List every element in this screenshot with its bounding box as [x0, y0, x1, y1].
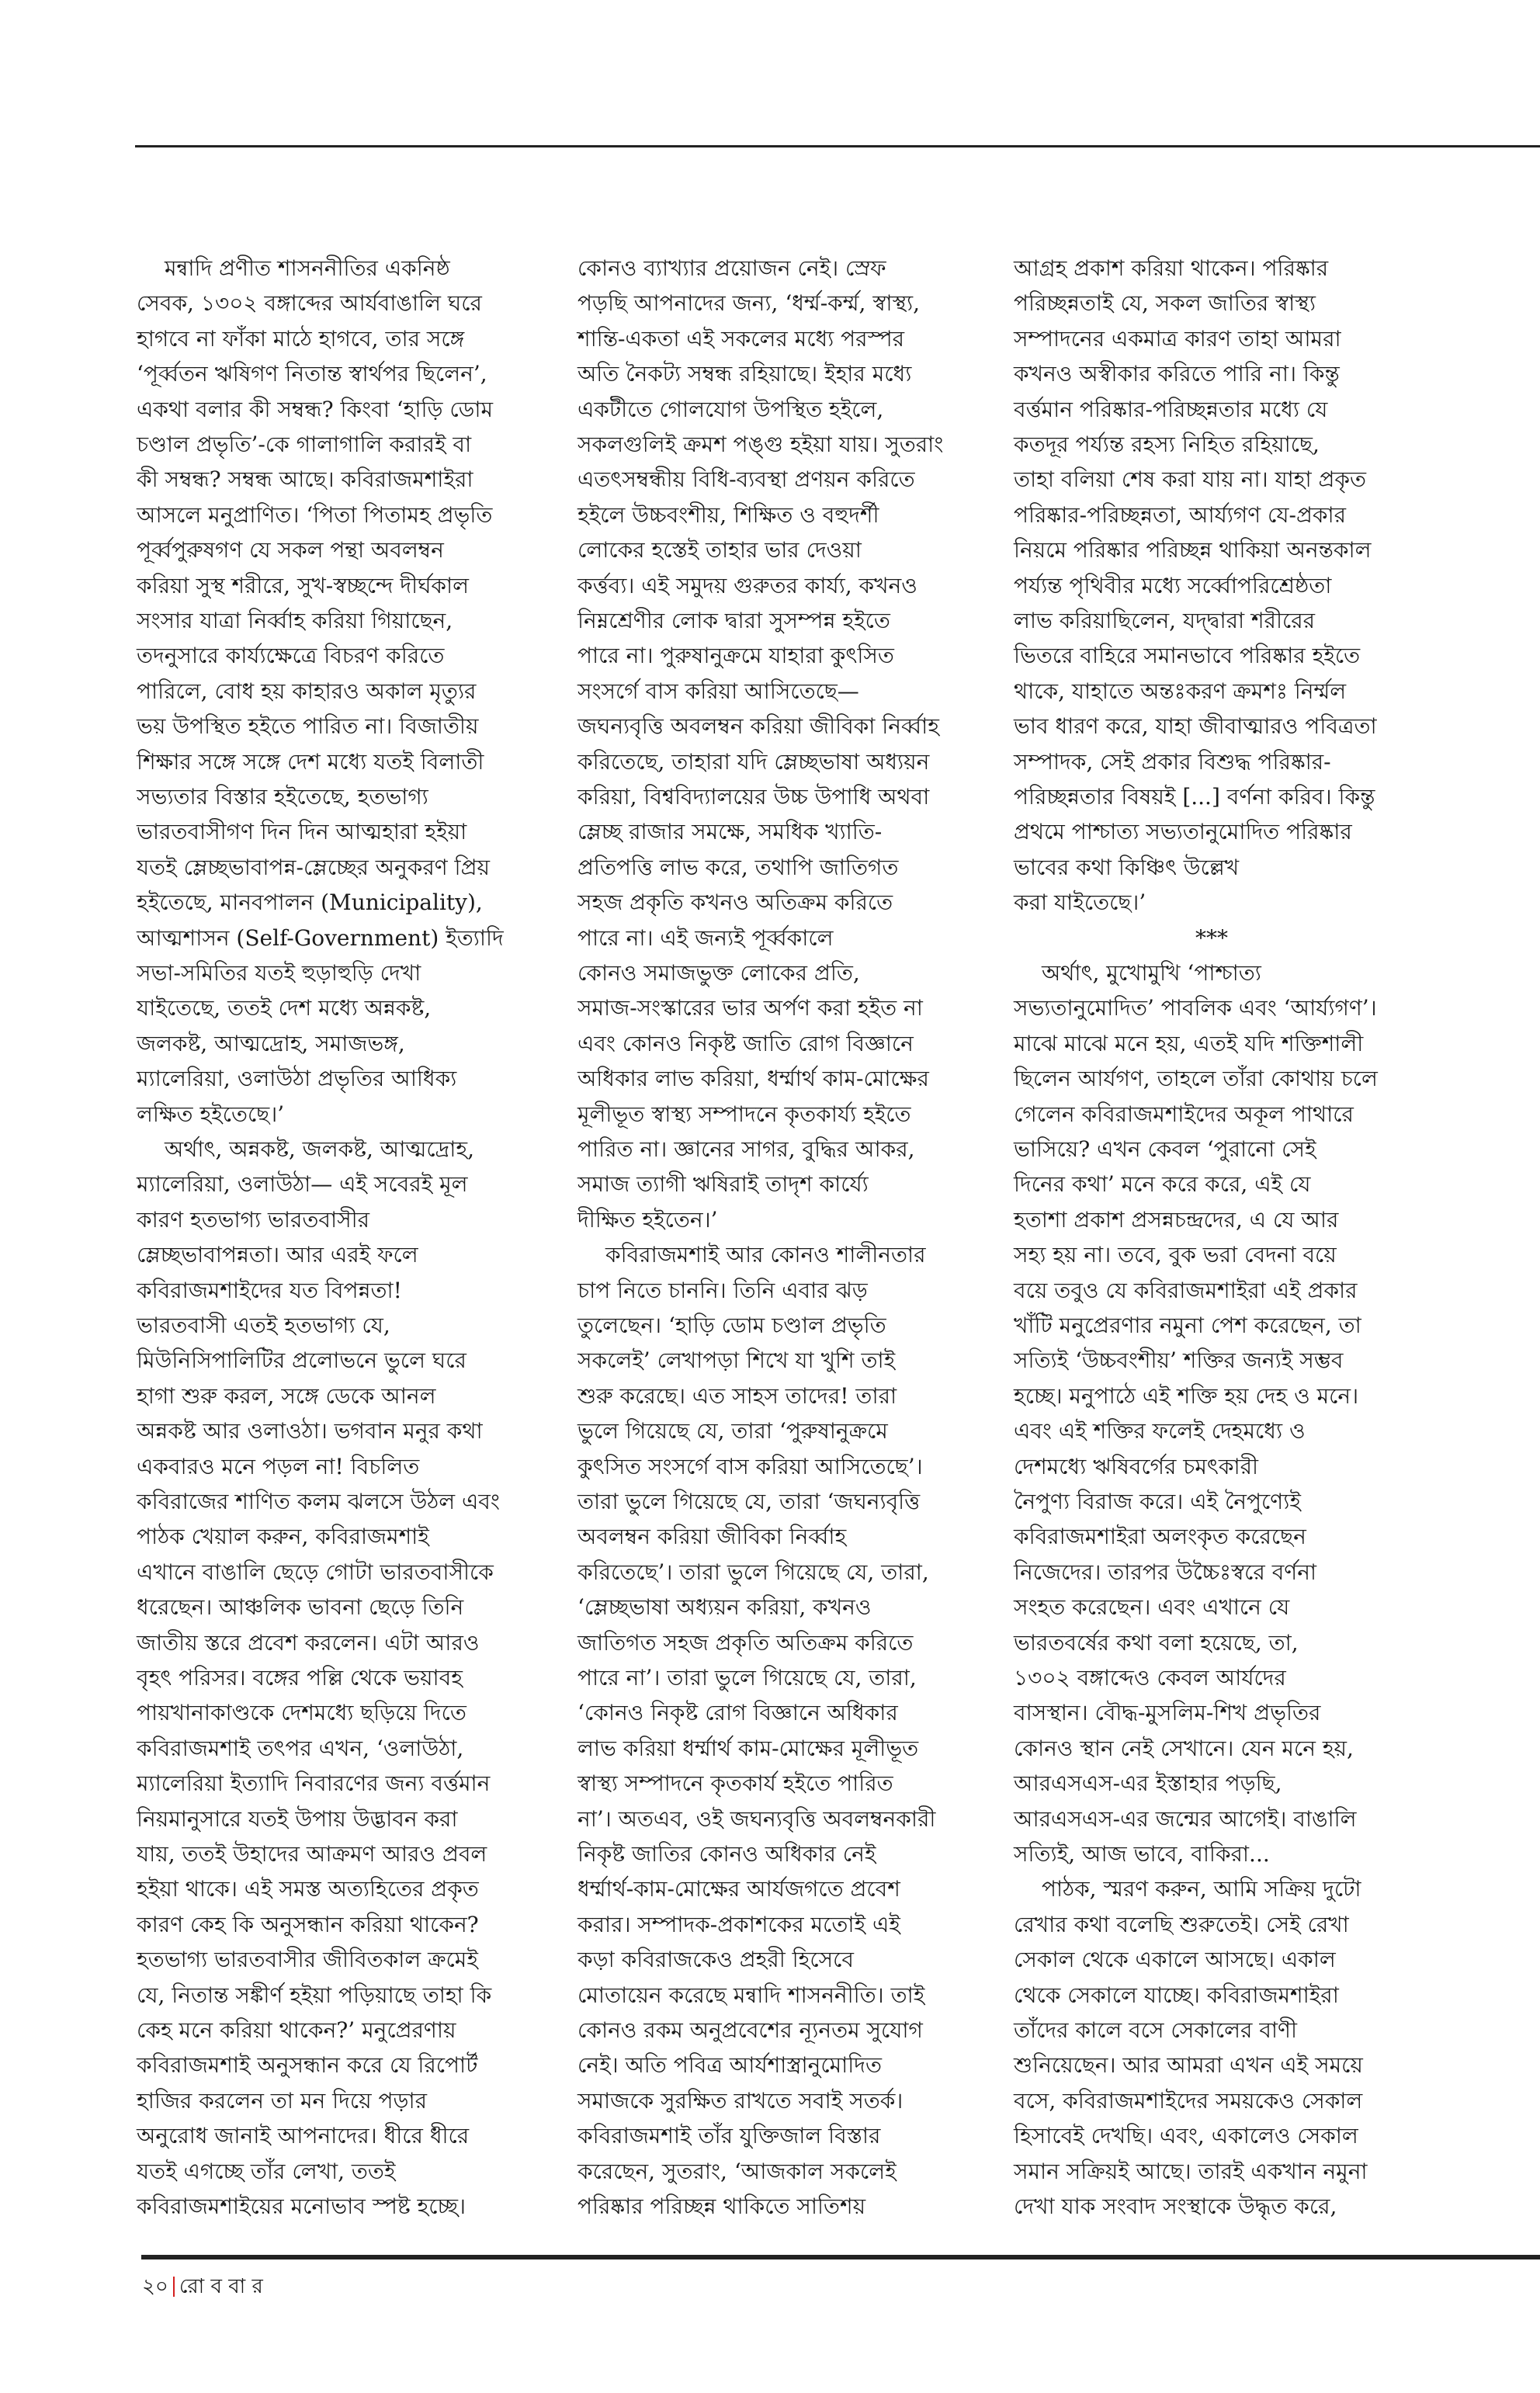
text-line: চণ্ডাল প্রভৃতি’-কে গালাগালি করারই বা — [137, 432, 472, 457]
text-line: ছিলেন আর্যগণ, তাহলে তাঁরা কোথায় চলে — [1014, 1066, 1378, 1092]
text-line: পড়ছি আপনাদের জন্য, ‘ধর্ম্ম-কর্ম্ম, স্বাস্থ্য, — [578, 290, 921, 317]
text-line: কুৎসিত সংসর্গে বাস করিয়া আসিতেছে’। — [578, 1453, 923, 1479]
text-line: কবিরাজের শাণিত কলম ঝলসে উঠল এবং — [137, 1489, 500, 1514]
text-line: কবিরাজমশাইরা অলংকৃত করেছেন — [1014, 1524, 1306, 1550]
text-line: কারণ কেহ কি অনুসন্ধান করিয়া থাকেন? — [137, 1911, 479, 1937]
text-line: পাঠক খেয়াল করুন, কবিরাজমশাই — [137, 1524, 429, 1550]
text-line: শুরু করেছে। এত সাহস তাদের! তারা — [578, 1382, 897, 1409]
text-line: এবং কোনও নিকৃষ্ট জাতি রোগ বিজ্ঞানে — [578, 1030, 914, 1056]
text-line: নিকৃষ্ট জাতির কোনও অধিকার নেই — [578, 1841, 876, 1867]
text-line: তারা ভুলে গিয়েছে যে, তারা ‘জঘন্যবৃত্তি — [578, 1489, 921, 1514]
text-line: এখানে বাঙালি ছেড়ে গোটা ভারতবাসীকে — [137, 1559, 494, 1585]
text-line: কবিরাজমশাইয়ের মনোভাব স্পষ্ট হচ্ছে। — [137, 2194, 466, 2219]
text-line: হিসাবেই দেখছি। এবং, একালেও সেকাল — [1014, 2123, 1358, 2149]
text-line: এবং এই শক্তির ফলেই দেহমধ্যে ও — [1014, 1418, 1306, 1444]
text-line: কবিরাজমশাই তাঁর যুক্তিজাল বিস্তার — [578, 2123, 881, 2149]
text-line: ‘ম্লেচ্ছভাষা অধ্যয়ন করিয়া, কখনও — [578, 1594, 872, 1621]
text-line: ভারতবাসীগণ দিন দিন আত্মহারা হইয়া — [137, 819, 467, 845]
text-line: হাগবে না ফাঁকা মাঠে হাগবে, তার সঙ্গে — [137, 325, 465, 352]
section-break: *** — [1195, 924, 1228, 951]
text-line: মাঝে মাঝে মনে হয়, এতই যদি শক্তিশালী — [1014, 1030, 1364, 1056]
text-line: জলকষ্ট, আত্মদ্রোহ, সমাজভঙ্গ, — [137, 1030, 405, 1056]
text-line: মন্বাদি প্রণীত শাসননীতির একনিষ্ঠ — [165, 255, 450, 281]
text-line: আরএসএস-এর জন্মের আগেই। বাঙালি — [1014, 1805, 1357, 1832]
text-line: ‘কোনও নিকৃষ্ট রোগ বিজ্ঞানে অধিকার — [578, 1700, 898, 1726]
text-line: সত্যিই, আজ ভাবে, বাকিরা... — [1014, 1841, 1270, 1867]
text-line: সমাজ ত্যাগী ঋষিরাই তাদৃশ কার্য্যে — [578, 1171, 869, 1198]
footer-separator — [173, 2277, 175, 2297]
text-line: পায়খানাকাণ্ডকে দেশমধ্যে ছড়িয়ে দিতে — [137, 1700, 467, 1726]
text-line: যে, নিতান্ত সঙ্কীর্ণ হইয়া পড়িয়াছে তাহা কি — [137, 1982, 492, 2008]
text-line: ভাব ধারণ করে, যাহা জীবাত্মারও পবিত্রতা — [1014, 713, 1377, 740]
text-line: আত্মশাসন (Self-Government) ইত্যাদি — [137, 924, 504, 951]
text-line: অর্থাৎ, অন্নকষ্ট, জলকষ্ট, আত্মদ্রোহ, — [165, 1136, 474, 1162]
text-line: একবারও মনে পড়ল না! বিচলিত — [137, 1453, 420, 1479]
text-line: নিজেদের। তারপর উচ্চৈঃস্বরে বর্ণনা — [1014, 1559, 1317, 1585]
text-line: সেকাল থেকে একালে আসছে। একাল — [1014, 1947, 1336, 1973]
text-line: কোনও সমাজভুক্ত লোকের প্রতি, — [578, 960, 860, 986]
text-line: হতভাগ্য ভারতবাসীর জীবিতকাল ক্রমেই — [137, 1947, 478, 1973]
text-line: তুলেছেন। ‘হাড়ি ডোম চণ্ডাল প্রভৃতি — [578, 1313, 886, 1338]
text-line: দিনের কথা’ মনে করে করে, এই যে — [1014, 1171, 1311, 1198]
text-line: পাঠক, স্মরণ করুন, আমি সক্রিয় দুটো — [1042, 1876, 1361, 1902]
text-line: শান্তি-একতা এই সকলের মধ্যে পরস্পর — [578, 325, 905, 352]
text-line: সত্যিই ‘উচ্চবংশীয়’ শক্তির জন্যই সম্ভব — [1014, 1347, 1344, 1374]
text-line: কবিরাজমশাই তৎপর এখন, ‘ওলাউঠা, — [137, 1735, 464, 1761]
text-line: অবলম্বন করিয়া জীবিকা নির্ব্বাহ — [578, 1524, 847, 1550]
text-line: হইতেছে, মানবপালন (Municipality), — [137, 890, 483, 916]
text-line: মূলীভূত স্বাস্থ্য সম্পাদনে কৃতকার্য্য হইতে — [578, 1101, 911, 1127]
footer-rule — [141, 2255, 1540, 2259]
text-line: অনুরোধ জানাই আপনাদের। ধীরে ধীরে — [137, 2123, 470, 2149]
text-line: কোনও রকম অনুপ্রবেশের ন্যূনতম সুযোগ — [578, 2017, 923, 2043]
text-line: সমান সক্রিয়ই আছে। তারই একখান নমুনা — [1014, 2158, 1368, 2184]
text-line: তদনুসারে কার্য্যক্ষেত্রে বিচরণ করিতে — [137, 643, 445, 669]
text-line: ভারতবাসী এতই হতভাগ্য যে, — [137, 1313, 390, 1338]
text-line: তাঁদের কালে বসে সেকালের বাণী — [1014, 2017, 1297, 2043]
text-line: আসলে মনুপ্রাণিত। ‘পিতা পিতামহ প্রভৃতি — [137, 501, 493, 528]
text-line: ম্যালেরিয়া, ওলাউঠা প্রভৃতির আধিক্য — [137, 1066, 457, 1092]
text-line: দেখা যাক সংবাদ সংস্থাকে উদ্ধৃত করে, — [1014, 2194, 1337, 2219]
text-line: জাতীয় স্তরে প্রবেশ করলেন। এটা আরও — [137, 1629, 480, 1656]
text-line: করেছেন, সুতরাং, ‘আজকাল সকলেই — [578, 2158, 897, 2184]
text-line: কবিরাজমশাই অনুসন্ধান করে যে রিপোর্ট — [137, 2052, 478, 2079]
text-line: তাহা বলিয়া শেষ করা যায় না। যাহা প্রকৃত — [1014, 466, 1366, 493]
text-line: প্রতিপত্তি লাভ করে, তথাপি জাতিগত — [578, 854, 899, 880]
text-line: জঘন্যবৃত্তি অবলম্বন করিয়া জীবিকা নির্ব্বাহ — [578, 713, 939, 740]
text-line: কতদূর পর্য্যন্ত রহস্য নিহিত রহিয়াছে, — [1014, 432, 1320, 457]
text-line: খাঁটি মনুপ্রেরণার নমুনা পেশ করেছেন, তা — [1014, 1313, 1361, 1338]
text-line: সভ্যতানুমোদিত’ পাবলিক এবং ‘আর্য্যগণ’। — [1014, 995, 1377, 1021]
text-line: থাকে, যাহাতে অন্তঃকরণ ক্রমশঃ নির্ম্মল — [1014, 678, 1347, 704]
text-line: করা যাইতেছে।’ — [1014, 890, 1146, 916]
text-line: দেশমধ্যে ঋষিবর্গের চমৎকারী — [1014, 1453, 1258, 1479]
text-line: কড়া কবিরাজকেও প্রহরী হিসেবে — [578, 1947, 854, 1973]
text-line: মিউনিসিপালিটির প্রলোভনে ভুলে ঘরে — [137, 1347, 467, 1374]
text-line: ম্লেচ্ছভাবাপন্নতা। আর এরই ফলে — [137, 1242, 418, 1268]
text-line: পরিচ্ছন্নতার বিষয়ই [...] বর্ণনা করিব। কিন্তু — [1014, 784, 1375, 810]
text-line: সহজ প্রকৃতি কখনও অতিক্রম করিতে — [578, 890, 893, 916]
text-line: পারিত না। জ্ঞানের সাগর, বুদ্ধির আকর, — [578, 1136, 915, 1162]
text-line: লোকের হস্তেই তাহার ভার দেওয়া — [578, 537, 862, 564]
text-line: সেবক, ১৩০২ বঙ্গাব্দের আর্যবাঙালি ঘরে — [137, 290, 482, 317]
text-line: যতই ম্লেচ্ছভাবাপন্ন-ম্লেচ্ছের অনুকরণ প্রিয় — [137, 854, 490, 880]
text-line: কেহ মনে করিয়া থাকেন?’ মনুপ্রেরণায় — [137, 2017, 456, 2043]
text-line: এতৎসম্বন্ধীয় বিধি-ব্যবস্থা প্রণয়ন করিতে — [578, 466, 915, 493]
text-line: কর্ত্তব্য। এই সমুদয় গুরুতর কার্য্য, কখনও — [578, 572, 917, 598]
text-line: ভাসিয়ে? এখন কেবল ‘পুরানো সেই — [1014, 1136, 1316, 1162]
text-line: বাসস্থান। বৌদ্ধ-মুসলিম-শিখ প্রভৃতির — [1014, 1700, 1321, 1726]
text-line: সভ্যতার বিস্তার হইতেছে, হতভাগ্য — [137, 784, 428, 810]
text-line: করার। সম্পাদক-প্রকাশকের মতোই এই — [578, 1911, 900, 1937]
text-line: সংসার যাত্রা নির্ব্বাহ করিয়া গিয়াছেন, — [137, 608, 453, 633]
text-line: শিক্ষার সঙ্গে সঙ্গে দেশ মধ্যে যতই বিলাতী — [137, 748, 484, 775]
text-line: ‘পূর্ব্বতন ঋষিগণ নিতান্ত স্বার্থপর ছিলেন’, — [137, 361, 487, 387]
text-line: বয়ে তবুও যে কবিরাজমশাইরা এই প্রকার — [1014, 1277, 1358, 1303]
text-line: স্বাস্থ্য সম্পাদনে কৃতকার্য হইতে পারিত — [578, 1770, 893, 1797]
text-line: যতই এগচ্ছে তাঁর লেখা, ততই — [137, 2158, 396, 2184]
text-line: প্রথমে পাশ্চাত্য সভ্যতানুমোদিত পরিষ্কার — [1014, 819, 1352, 845]
text-line: চাপ নিতে চাননি। তিনি এবার ঝড় — [578, 1277, 868, 1303]
text-line: অর্থাৎ, মুখোমুখি ‘পাশ্চাত্য — [1042, 960, 1261, 986]
text-line: সংহত করেছেন। এবং এখানে যে — [1014, 1594, 1290, 1621]
text-line: ধরেছেন। আঞ্চলিক ভাবনা ছেড়ে তিনি — [137, 1594, 464, 1621]
text-line: লাভ করিয়া ধর্ম্মার্থ কাম-মোক্ষের মূলীভূত — [578, 1735, 919, 1761]
text-line: হইলে উচ্চবংশীয়, শিক্ষিত ও বহুদর্শী — [578, 501, 879, 528]
text-line: সমাজ-সংস্কারের ভার অর্পণ করা হইত না — [578, 995, 923, 1021]
text-line: কখনও অস্বীকার করিতে পারি না। কিন্তু — [1014, 361, 1340, 387]
text-line: ভিতরে বাহিরে সমানভাবে পরিষ্কার হইতে — [1014, 643, 1361, 669]
text-line: জাতিগত সহজ প্রকৃতি অতিক্রম করিতে — [578, 1629, 914, 1656]
text-line: কোনও স্থান নেই সেখানে। যেন মনে হয়, — [1014, 1735, 1354, 1761]
text-line: গেলেন কবিরাজমশাইদের অকূল পাথারে — [1014, 1101, 1354, 1127]
text-line: পারে না। পুরুষানুক্রমে যাহারা কুৎসিত — [578, 643, 894, 669]
text-line: পূর্ব্বপুরুষগণ যে সকল পন্থা অবলম্বন — [137, 537, 444, 564]
text-line: নৈপুণ্য বিরাজ করে। এই নৈপুণ্যেই — [1014, 1489, 1301, 1514]
page-number: ২০ — [142, 2275, 168, 2298]
magazine-name: রো ব বা র — [179, 2275, 263, 2298]
text-line: ভারতবর্ষের কথা বলা হয়েছে, তা, — [1014, 1629, 1299, 1656]
text-line: করিতেছে, তাহারা যদি ম্লেচ্ছভাষা অধ্যয়ন — [578, 748, 930, 775]
text-line: হইয়া থাকে। এই সমস্ত অত্যহিতের প্রকৃত — [137, 1876, 479, 1902]
text-line: বর্ত্তমান পরিষ্কার-পরিচ্ছন্নতার মধ্যে যে — [1014, 396, 1328, 422]
page-footer — [142, 2273, 263, 2301]
text-line: নেই। অতি পবিত্র আর্যশাস্ত্রানুমোদিত — [578, 2052, 883, 2079]
text-line: পরিষ্কার পরিচ্ছন্ন থাকিতে সাতিশয় — [578, 2194, 866, 2219]
header-rule — [135, 145, 1540, 147]
text-line: অতি নৈকট্য সম্বন্ধ রহিয়াছে। ইহার মধ্যে — [578, 361, 912, 387]
text-line: না’। অতএব, ওই জঘন্যবৃত্তি অবলম্বনকারী — [578, 1805, 936, 1832]
text-line: পারে না’। তারা ভুলে গিয়েছে যে, তারা, — [578, 1665, 917, 1691]
text-line: পারে না। এই জন্যই পূর্ব্বকালে — [578, 924, 834, 951]
text-line: সম্পাদনের একমাত্র কারণ তাহা আমরা — [1014, 325, 1341, 352]
text-line: কারণ হতভাগ্য ভারতবাসীর — [137, 1206, 370, 1233]
text-line: ১৩০২ বঙ্গাব্দেও কেবল আর্যদের — [1014, 1665, 1286, 1691]
text-line: ম্যালেরিয়া, ওলাউঠা— এই সবেরই মূল — [137, 1171, 468, 1198]
text-line: পরিষ্কার-পরিচ্ছন্নতা, আর্য্যগণ যে-প্রকার — [1014, 501, 1347, 528]
text-line: লক্ষিত হইতেছে।’ — [137, 1101, 285, 1127]
text-line: সংসর্গে বাস করিয়া আসিতেছে— — [578, 678, 859, 704]
text-line: ভয় উপস্থিত হইতে পারিত না। বিজাতীয় — [137, 713, 479, 740]
text-line: হচ্ছে। মনুপাঠে এই শক্তি হয় দেহ ও মনে। — [1014, 1382, 1359, 1409]
text-line: করিয়া, বিশ্ববিদ্যালয়ের উচ্চ উপাধি অথবা — [578, 784, 930, 810]
text-line: পর্য্যন্ত পৃথিবীর মধ্যে সর্ব্বোপরিশ্রেষ্ঠতা — [1014, 572, 1332, 598]
text-line: হতাশা প্রকাশ প্রসন্নচন্দ্রদের, এ যে আর — [1014, 1206, 1339, 1233]
text-line: ভুলে গিয়েছে যে, তারা ‘পুরুষানুক্রমে — [578, 1418, 888, 1444]
text-line: একটীতে গোলযোগ উপস্থিত হইলে, — [578, 396, 884, 422]
text-line: যাইতেছে, ততই দেশ মধ্যে অন্নকষ্ট, — [137, 995, 432, 1021]
text-line: আগ্রহ প্রকাশ করিয়া থাকেন। পরিষ্কার — [1014, 255, 1329, 281]
text-line: করিয়া সুস্থ শরীরে, সুখ-স্বচ্ছন্দে দীর্ঘকাল — [137, 572, 469, 598]
text-line: সভা-সমিতির যতই হুড়াহুড়ি দেখা — [137, 960, 421, 986]
text-line: সমাজকে সুরক্ষিত রাখতে সবাই সতর্ক। — [578, 2087, 904, 2114]
text-line: সকলেই’ লেখাপড়া শিখে যা খুশি তাই — [578, 1347, 896, 1374]
text-line: ভাবের কথা কিঞ্চিৎ উল্লেখ — [1014, 854, 1240, 880]
text-line: নিম্নশ্রেণীর লোক দ্বারা সুসম্পন্ন হইতে — [578, 608, 890, 633]
text-line: নিয়মে পরিষ্কার পরিচ্ছন্ন থাকিয়া অনন্তকাল — [1014, 537, 1372, 564]
text-line: হাজির করলেন তা মন দিয়ে পড়ার — [137, 2087, 427, 2114]
text-line: কবিরাজমশাই আর কোনও শালীনতার — [605, 1242, 926, 1268]
text-line: শুনিয়েছেন। আর আমরা এখন এই সময়ে — [1014, 2052, 1363, 2079]
text-line: বসে, কবিরাজমশাইদের সময়কেও সেকাল — [1014, 2087, 1363, 2114]
text-line: বৃহৎ পরিসর। বঙ্গের পল্লি থেকে ভয়াবহ — [137, 1665, 463, 1691]
text-line: অধিকার লাভ করিয়া, ধর্ম্মার্থ কাম-মোক্ষের — [578, 1066, 929, 1092]
text-line: কী সম্বন্ধ? সম্বন্ধ আছে। কবিরাজমশাইরা — [137, 466, 473, 493]
text-line: সম্পাদক, সেই প্রকার বিশুদ্ধ পরিষ্কার- — [1014, 748, 1331, 775]
text-line: কোনও ব্যাখ্যার প্রয়োজন নেই। স্রেফ — [578, 255, 886, 281]
text-line: ম্যালেরিয়া ইত্যাদি নিবারণের জন্য বর্ত্তমান — [137, 1770, 491, 1797]
text-line: লাভ করিয়াছিলেন, যদ্দ্বারা শরীরের — [1014, 608, 1316, 633]
text-line: ম্লেচ্ছ রাজার সমক্ষে, সমধিক খ্যাতি- — [578, 819, 883, 845]
text-line: হাগা শুরু করল, সঙ্গে ডেকে আনল — [137, 1382, 436, 1409]
text-line: অন্নকষ্ট আর ওলাওঠা। ভগবান মনুর কথা — [137, 1418, 483, 1444]
text-line: দীক্ষিত হইতেন।’ — [578, 1206, 718, 1233]
text-line: একথা বলার কী সম্বন্ধ? কিংবা ‘হাড়ি ডোম — [137, 396, 494, 422]
text-line: রেখার কথা বলেছি শুরুতেই। সেই রেখা — [1014, 1911, 1349, 1937]
text-line: কবিরাজমশাইদের যত বিপন্নতা! — [137, 1277, 402, 1303]
text-line: থেকে সেকালে যাচ্ছে। কবিরাজমশাইরা — [1014, 1982, 1339, 2008]
text-line: সকলগুলিই ক্রমশ পঙ্গু হইয়া যায়। সুতরাং — [578, 432, 944, 457]
text-line: যায়, ততই উহাদের আক্রমণ আরও প্রবল — [137, 1841, 487, 1867]
text-line: নিয়মানুসারে যতই উপায় উদ্ভাবন করা — [137, 1805, 458, 1832]
text-line: পরিচ্ছন্নতাই যে, সকল জাতির স্বাস্থ্য — [1014, 290, 1316, 317]
text-line: মোতায়েন করেছে মন্বাদি শাসননীতি। তাই — [578, 1982, 925, 2008]
text-line: ধর্ম্মার্থ-কাম-মোক্ষের আর্যজগতে প্রবেশ — [578, 1876, 900, 1902]
text-line: আরএসএস-এর ইস্তাহার পড়ছি, — [1014, 1770, 1282, 1797]
text-line: পারিলে, বোধ হয় কাহারও অকাল মৃত্যুর — [137, 678, 477, 704]
text-line: সহ্য হয় না। তবে, বুক ভরা বেদনা বয়ে — [1014, 1242, 1337, 1268]
text-line: করিতেছে’। তারা ভুলে গিয়েছে যে, তারা, — [578, 1559, 929, 1585]
